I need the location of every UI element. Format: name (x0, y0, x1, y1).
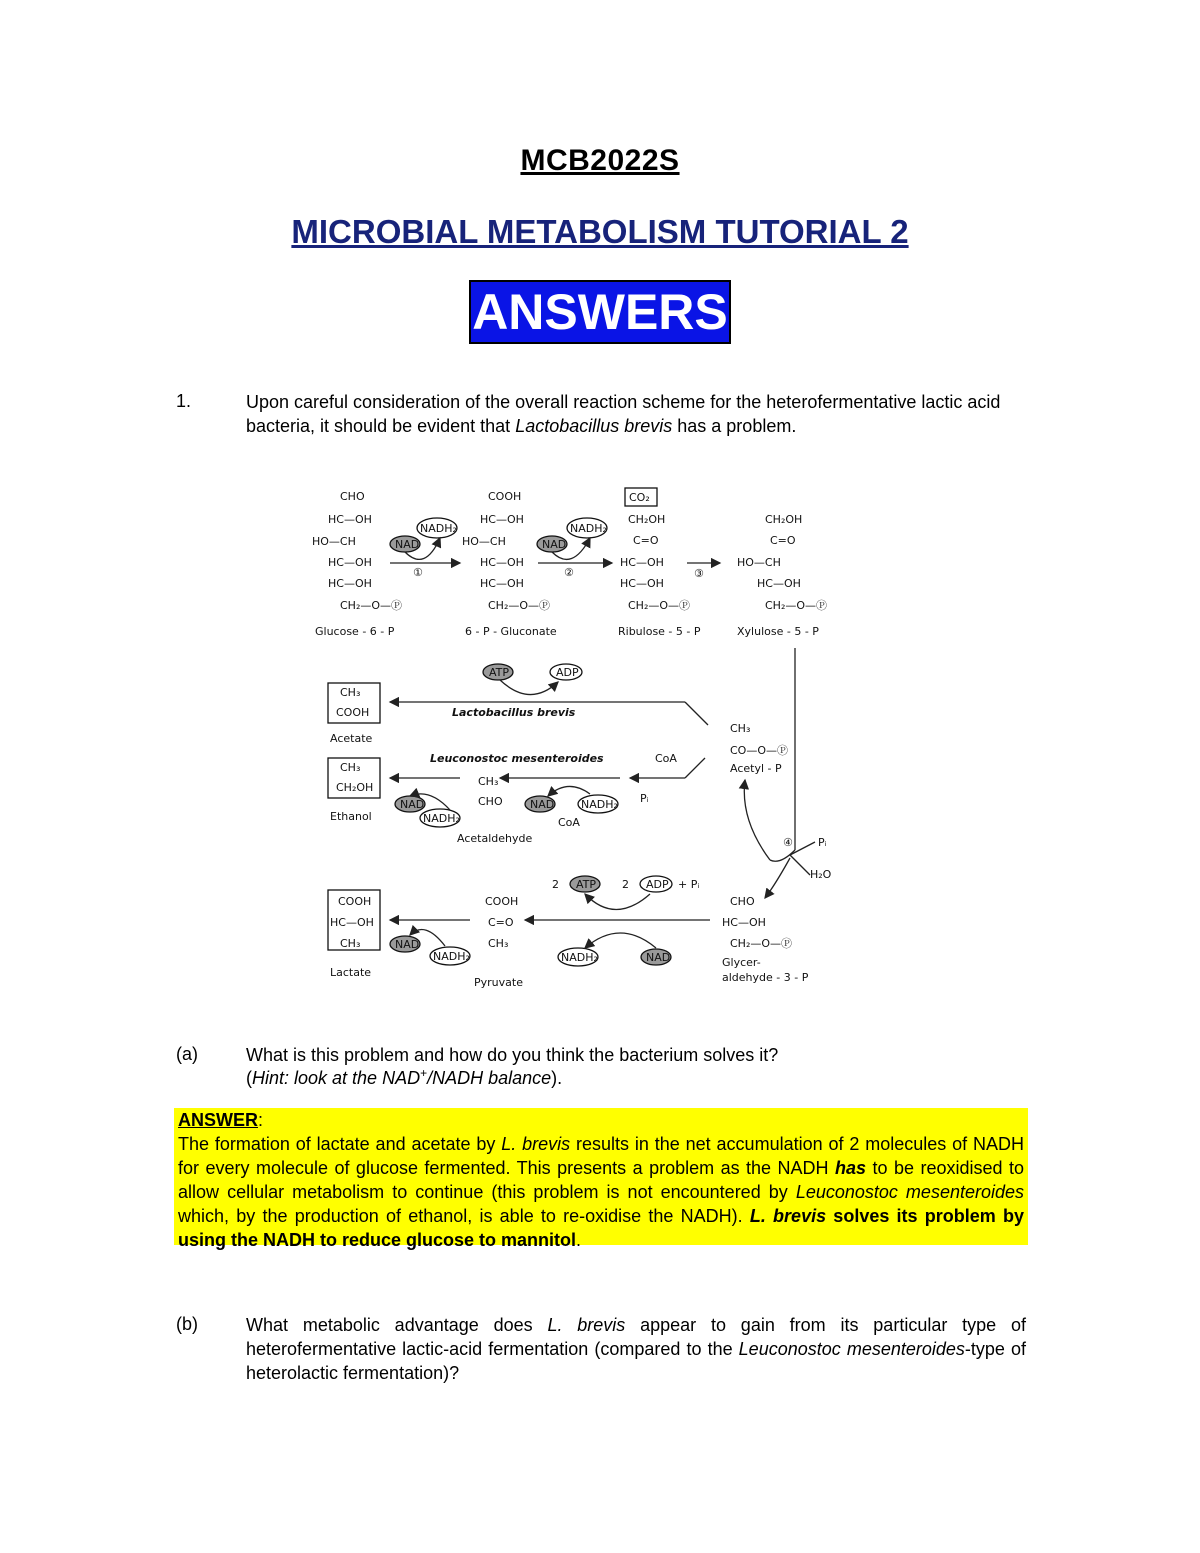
svg-text:+ Pᵢ: + Pᵢ (678, 878, 700, 891)
svg-text:HC—OH: HC—OH (620, 556, 664, 569)
svg-text:ADP: ADP (556, 666, 579, 679)
svg-text:NADH₂: NADH₂ (570, 522, 607, 535)
lbrevis-label: Lactobacillus brevis (452, 706, 576, 719)
svg-text:2: 2 (552, 878, 559, 891)
svg-text:CO—O—Ⓟ: CO—O—Ⓟ (730, 744, 788, 757)
svg-text:COOH: COOH (338, 895, 372, 908)
course-code: MCB2022S (520, 144, 680, 177)
svg-text:HC—OH: HC—OH (757, 577, 801, 590)
svg-text:HC—OH: HC—OH (722, 916, 766, 929)
svg-text:CH₃: CH₃ (340, 761, 361, 774)
answer-a-text: ANSWER: The formation of lactate and acetate by L. brevis results in the net accumulation of 2 molecules of NADH for every molecule of glucose fermented. This presents a problem as the NADH has to be reoxidised to allow cellular metabolism to continue (this problem is not encountered by Leuconostoc mesenteroides which, by the production of ethanol, is able to re-oxidise the NADH). L. brevis solves its problem by using the NADH to reduce glucose to mannitol. (178, 1110, 1025, 1250)
svg-text:CH₂OH: CH₂OH (628, 513, 666, 526)
g3p-label-2: aldehyde - 3 - P (722, 971, 809, 984)
question-number: 1. (176, 391, 192, 411)
svg-text:NAD: NAD (395, 938, 420, 951)
pi-label-1: Pᵢ (640, 792, 649, 805)
heterofermentation-pathway-diagram (300, 480, 860, 1000)
answers-banner: ANSWERS (469, 280, 731, 344)
glucose-6-p-label: Glucose - 6 - P (315, 625, 395, 638)
gluconate-6-p-label: 6 - P - Gluconate (465, 625, 557, 638)
svg-text:ADP: ADP (646, 878, 669, 891)
part-b-label: (b) (176, 1314, 198, 1334)
pi-label-2: Pᵢ (818, 836, 827, 849)
svg-text:CH₂OH: CH₂OH (765, 513, 803, 526)
svg-text:C=O: C=O (770, 534, 796, 547)
svg-text:CH₂—O—Ⓟ: CH₂—O—Ⓟ (765, 599, 828, 612)
pyruvate-label: Pyruvate (474, 976, 523, 989)
svg-text:HC—OH: HC—OH (480, 513, 524, 526)
acetate-label: Acetate (330, 732, 373, 745)
part-b-question: What metabolic advantage does L. brevis appear to gain from its particular type of heterofermentative lactic-acid fermentation (compared to the Leuconostoc mesenteroides-type of heterolactic fermentation)? (246, 1315, 1026, 1383)
svg-text:CH₂—O—Ⓟ: CH₂—O—Ⓟ (730, 937, 793, 950)
gluconate-6-p-structure (462, 490, 550, 612)
svg-text:HC—OH: HC—OH (328, 513, 372, 526)
ethanol-label: Ethanol (330, 810, 372, 823)
ribulose-5-p-structure (620, 513, 690, 612)
question-1-text (246, 390, 1026, 438)
svg-text:CH₂—O—Ⓟ: CH₂—O—Ⓟ (340, 599, 403, 612)
svg-text:NAD: NAD (646, 951, 671, 964)
lactate-label: Lactate (330, 966, 372, 979)
question-1-text-a: Upon careful consideration of the overall reaction scheme for the heterofermentative lactic acid bacteria, it should be evident that (246, 392, 1001, 436)
svg-text:NADH₂: NADH₂ (561, 951, 598, 964)
svg-text:HO—CH: HO—CH (462, 535, 506, 548)
acetaldehyde-structure (478, 775, 503, 808)
acetaldehyde-label: Acetaldehyde (457, 832, 533, 845)
tutorial-title: MICROBIAL METABOLISM TUTORIAL 2 (291, 213, 909, 250)
svg-text:CH₃: CH₃ (340, 937, 361, 950)
svg-text:CHO: CHO (478, 795, 503, 808)
svg-text:C=O: C=O (633, 534, 659, 547)
svg-text:ATP: ATP (576, 878, 597, 891)
svg-text:ATP: ATP (489, 666, 510, 679)
svg-text:CH₃: CH₃ (730, 722, 751, 735)
svg-text:NAD: NAD (530, 798, 555, 811)
svg-text:CH₂—O—Ⓟ: CH₂—O—Ⓟ (628, 599, 691, 612)
svg-text:NADH₂: NADH₂ (433, 950, 470, 963)
ethanol-structure (336, 761, 373, 794)
lactate-structure (330, 895, 374, 950)
svg-text:CHO: CHO (340, 490, 365, 503)
svg-text:CHO: CHO (730, 895, 755, 908)
svg-text:NADH₂: NADH₂ (581, 798, 618, 811)
step-4-marker: ④ (783, 836, 793, 849)
xylulose-5-p-structure (737, 513, 827, 612)
svg-text:C=O: C=O (488, 916, 514, 929)
co2-label: CO₂ (629, 491, 650, 504)
part-a-label: (a) (176, 1044, 198, 1064)
step-1-marker: ① (413, 566, 423, 579)
svg-text:CH₂—O—Ⓟ: CH₂—O—Ⓟ (488, 599, 551, 612)
answer-heading: ANSWER (178, 1110, 258, 1130)
svg-text:COOH: COOH (485, 895, 519, 908)
svg-text:HC—OH: HC—OH (330, 916, 374, 929)
glucose-6-p-structure (312, 490, 402, 612)
question-1-text-b: has a problem. (672, 416, 797, 436)
svg-text:HC—OH: HC—OH (620, 577, 664, 590)
part-a-hint: (Hint: look at the NAD+/NADH balance). (246, 1066, 563, 1088)
svg-text:HC—OH: HC—OH (328, 556, 372, 569)
coa-label-2: CoA (655, 752, 677, 765)
svg-text:2: 2 (622, 878, 629, 891)
g3p-label-1: Glycer- (722, 956, 761, 969)
acetyl-p-structure (730, 722, 788, 757)
svg-text:NAD: NAD (542, 538, 567, 551)
xylulose-5-p-label: Xylulose - 5 - P (737, 625, 819, 638)
svg-text:HO—CH: HO—CH (737, 556, 781, 569)
svg-text:CH₃: CH₃ (340, 686, 361, 699)
acetyl-p-label: Acetyl - P (730, 762, 782, 775)
svg-text:NADH₂: NADH₂ (423, 812, 460, 825)
glyceraldehyde-3-p-structure (722, 895, 792, 950)
step-3-marker: ③ (694, 567, 704, 580)
question-1-organism: Lactobacillus brevis (515, 416, 673, 436)
svg-text:NAD: NAD (395, 538, 420, 551)
svg-text:HC—OH: HC—OH (480, 577, 524, 590)
svg-text:CH₃: CH₃ (488, 937, 509, 950)
svg-text:HC—OH: HC—OH (480, 556, 524, 569)
svg-text:COOH: COOH (488, 490, 522, 503)
part-a-question: What is this problem and how do you think the bacterium solves it? (246, 1045, 779, 1065)
svg-text:NADH₂: NADH₂ (420, 522, 457, 535)
step-2-marker: ② (564, 566, 574, 579)
leuconostoc-label: Leuconostoc mesenteroides (430, 752, 604, 765)
svg-text:CH₃: CH₃ (478, 775, 499, 788)
svg-text:NAD: NAD (400, 798, 425, 811)
svg-text:HC—OH: HC—OH (328, 577, 372, 590)
h2o-label: H₂O (810, 868, 832, 881)
svg-text:HO—CH: HO—CH (312, 535, 356, 548)
acetate-structure (336, 686, 369, 719)
svg-text:COOH: COOH (336, 706, 370, 719)
pyruvate-structure (485, 895, 518, 950)
svg-text:CH₂OH: CH₂OH (336, 781, 374, 794)
coa-label-1: CoA (558, 816, 580, 829)
answer-a-box (174, 1108, 1028, 1250)
ribulose-5-p-label: Ribulose - 5 - P (618, 625, 701, 638)
